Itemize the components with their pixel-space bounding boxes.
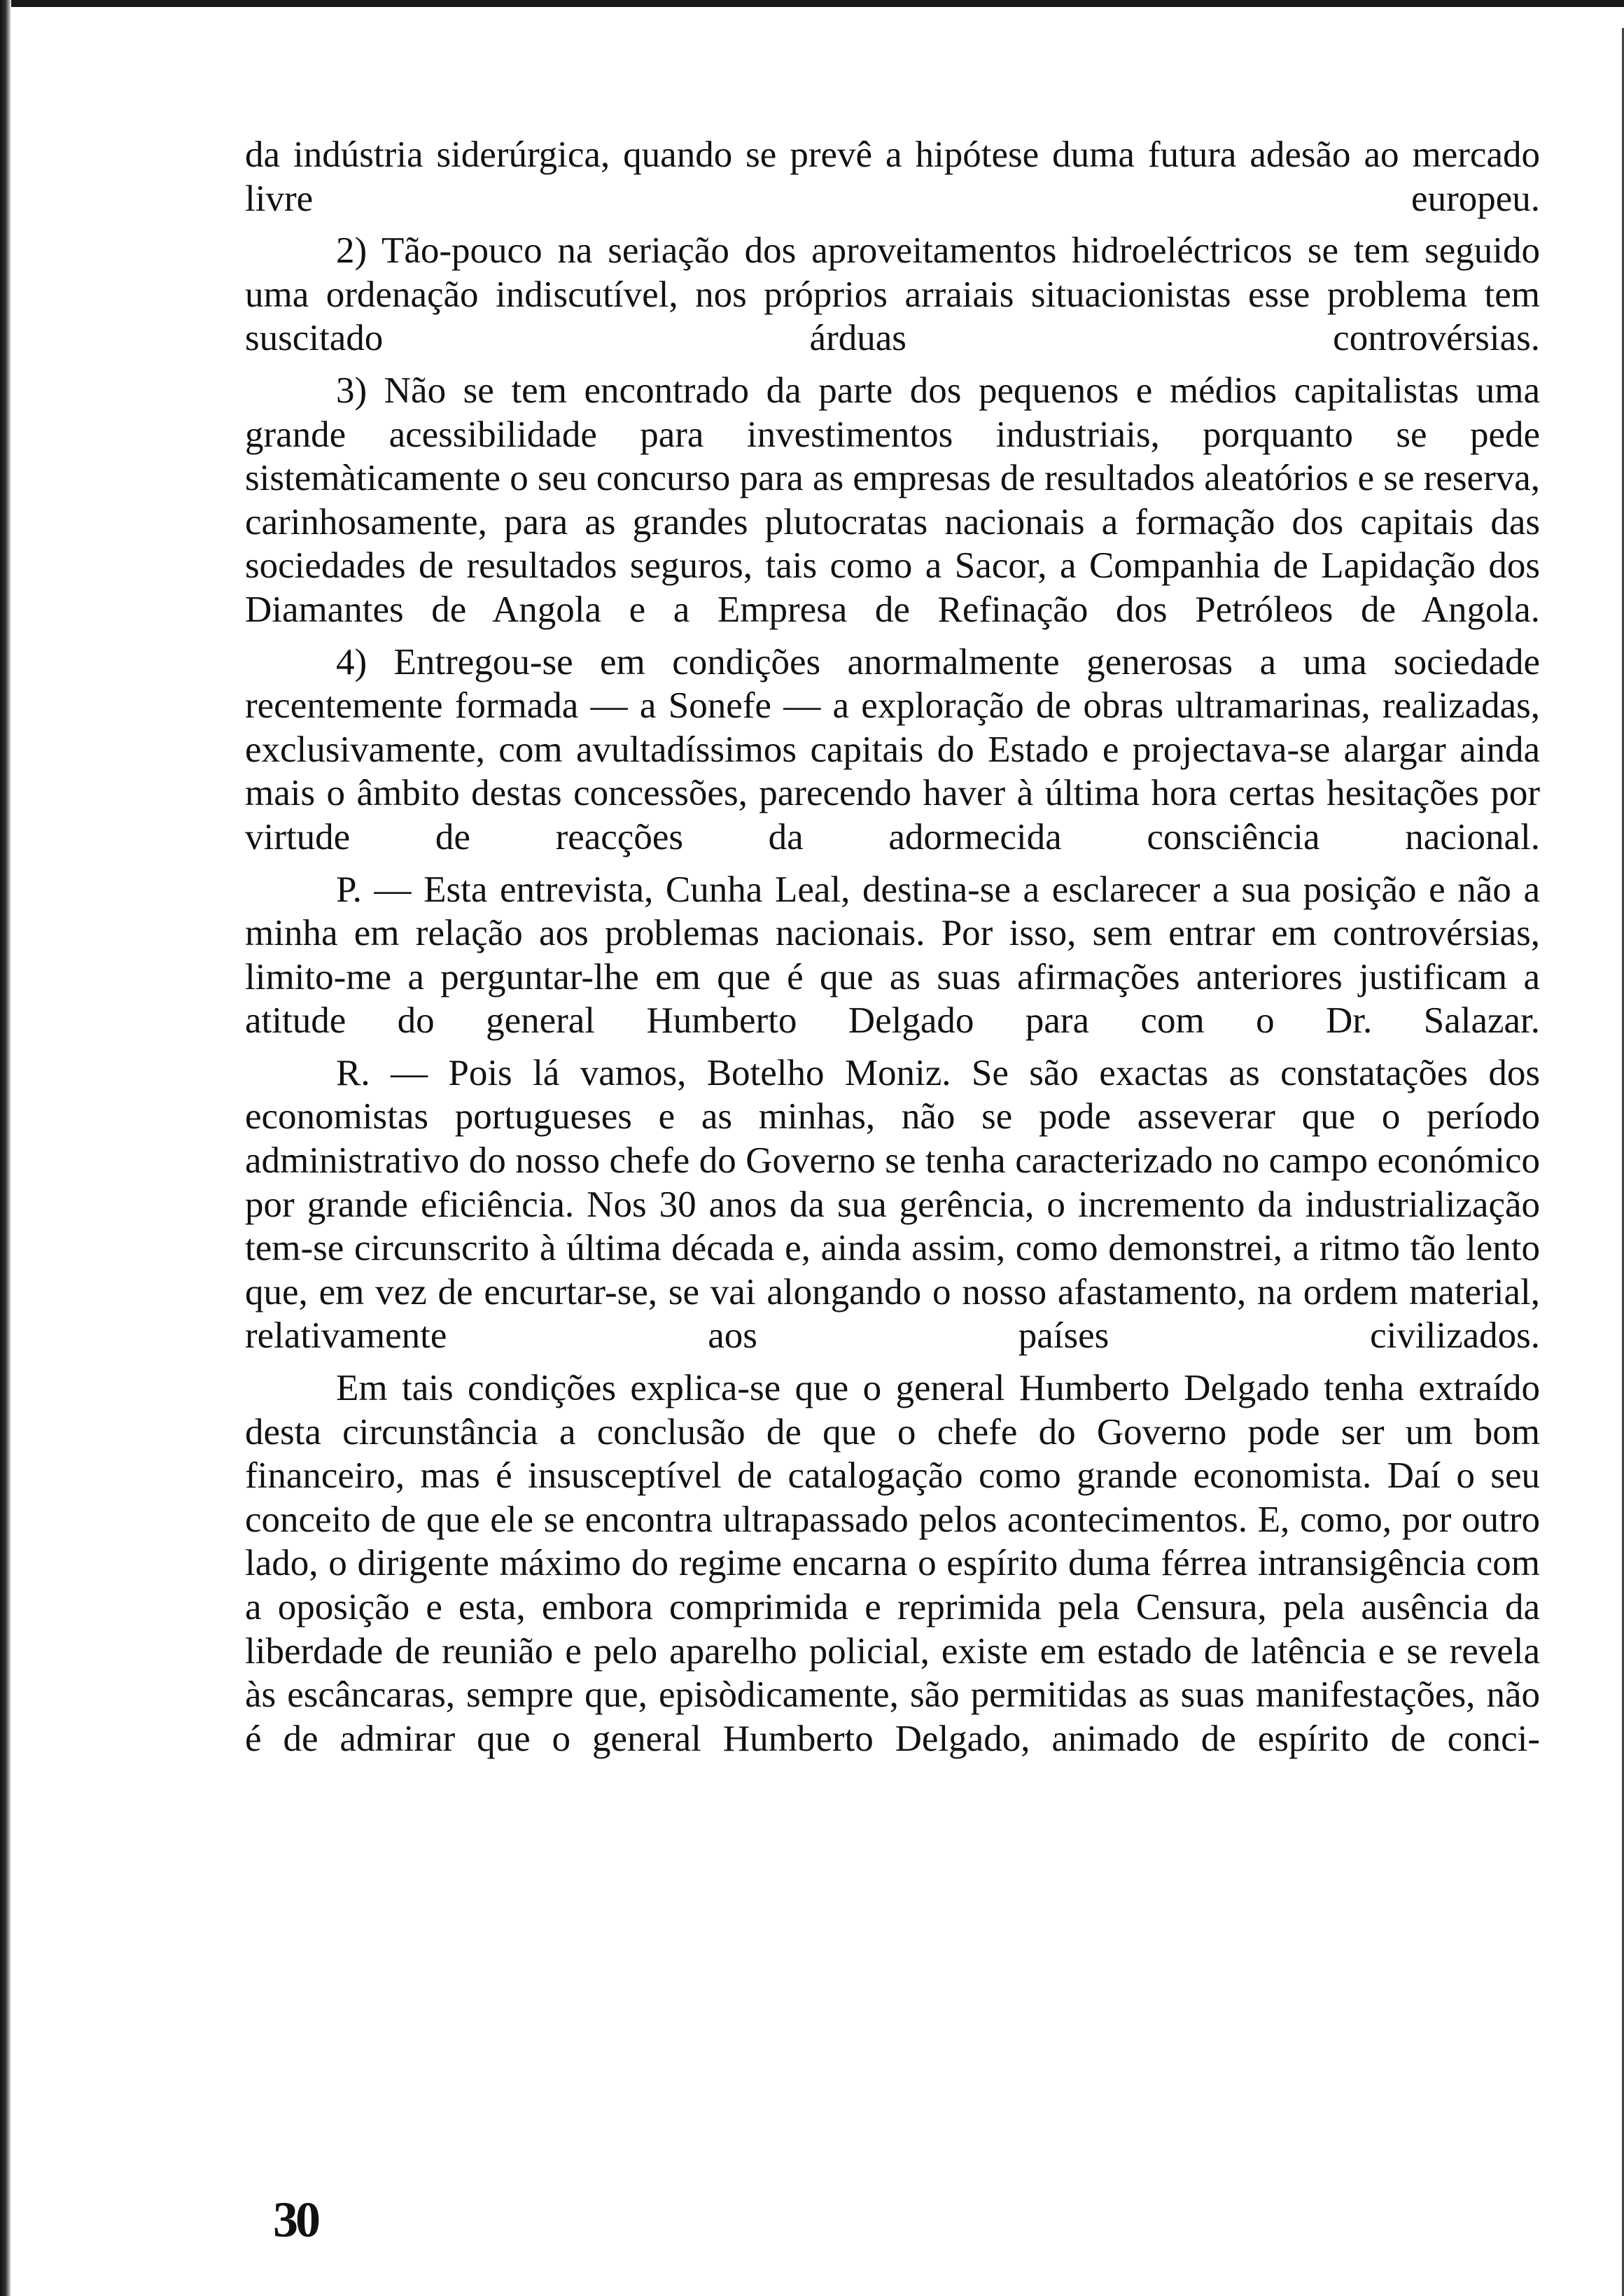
scan-edge-top bbox=[0, 0, 1624, 7]
scan-edge-left bbox=[0, 0, 11, 2296]
paragraph-point-3: 3) Não se tem encontrado da parte dos pequenos e médios capitalistas uma grande acessibilidade para investimentos industriais, porquanto se pede sistemàticamente o seu concurso para as empresas de resultados aleatórios e se reserva, carinhosamente, para as grandes plutocratas nacionais a formação dos capitais das sociedades de resultados seguros, tais como a Sacor, a Companhia de Lapidação dos Diamantes de Angola e a Empresa de Refinação dos Petróleos de Angola. bbox=[245, 370, 1540, 630]
paragraph-answer: R. — Pois lá vamos, Botelho Moniz. Se são exactas as constatações dos economistas portugueses e as minhas, não se pode asseverar que o período administrativo do nosso chefe do Governo se tenha caracterizado no campo económico por grande eficiência. Nos 30 anos da sua gerência, o incremento da industrialização tem-se circunscrito à última década e, ainda assim, como demonstrei, a ritmo tão lento que, em vez de encurtar-se, se vai alongando o nosso afastamento, na ordem material, relativamente aos países civilizados. bbox=[245, 1052, 1540, 1357]
paragraph-question: P. — Esta entrevista, Cunha Leal, destina-se a esclarecer a sua posição e não a minha em relação aos problemas nacionais. Por isso, sem entrar em controvérsias, limito-me a perguntar-lhe em que é que as suas afirmações anteriores justificam a atitude do general Humberto Delgado para com o Dr. Salazar. bbox=[245, 869, 1540, 1042]
paragraph-continuation: da indústria siderúrgica, quando se prevê a hipótese duma futura adesão ao mercado livre europeu. bbox=[245, 134, 1540, 219]
paragraph-answer-continued: Em tais condições explica-se que o general Humberto Delgado tenha extraído desta circunstância a conclusão de que o chefe do Governo pode ser um bom financeiro, mas é insusceptível de catalogação como grande economista. Daí o seu conceito de que ele se encontra ultrapassado pelos acontecimentos. E, como, por outro lado, o dirigente máximo do regime encarna o espírito duma férrea intransigência com a oposição e esta, embora comprimida e reprimida pela Censura, pela ausência da liberdade de reunião e pelo aparelho policial, existe em estado de latência e se revela às escâncaras, sempre que, episòdicamente, são permitidas as suas manifestações, não é de admirar que o general Humberto Delgado, animado de espírito de conci- bbox=[245, 1368, 1540, 1759]
page-body bbox=[245, 133, 1540, 1769]
paragraph-point-2: 2) Tão-pouco na seriação dos aproveitamentos hidroeléctricos se tem seguido uma ordenação indiscutível, nos próprios arraiais situacionistas esse problema tem suscitado árduas controvérsias. bbox=[245, 230, 1540, 359]
page-number: 30 bbox=[273, 2192, 318, 2248]
paragraph-point-4: 4) Entregou-se em condições anormalmente generosas a uma sociedade recentemente formada — a Sonefe — a exploração de obras ultramarinas, realizadas, exclusivamente, com avultadíssimos capitais do Estado e projectava-se alargar ainda mais o âmbito destas concessões, parecendo haver à última hora certas hesitações por virtude de reacções da adormecida consciência nacional. bbox=[245, 641, 1540, 858]
